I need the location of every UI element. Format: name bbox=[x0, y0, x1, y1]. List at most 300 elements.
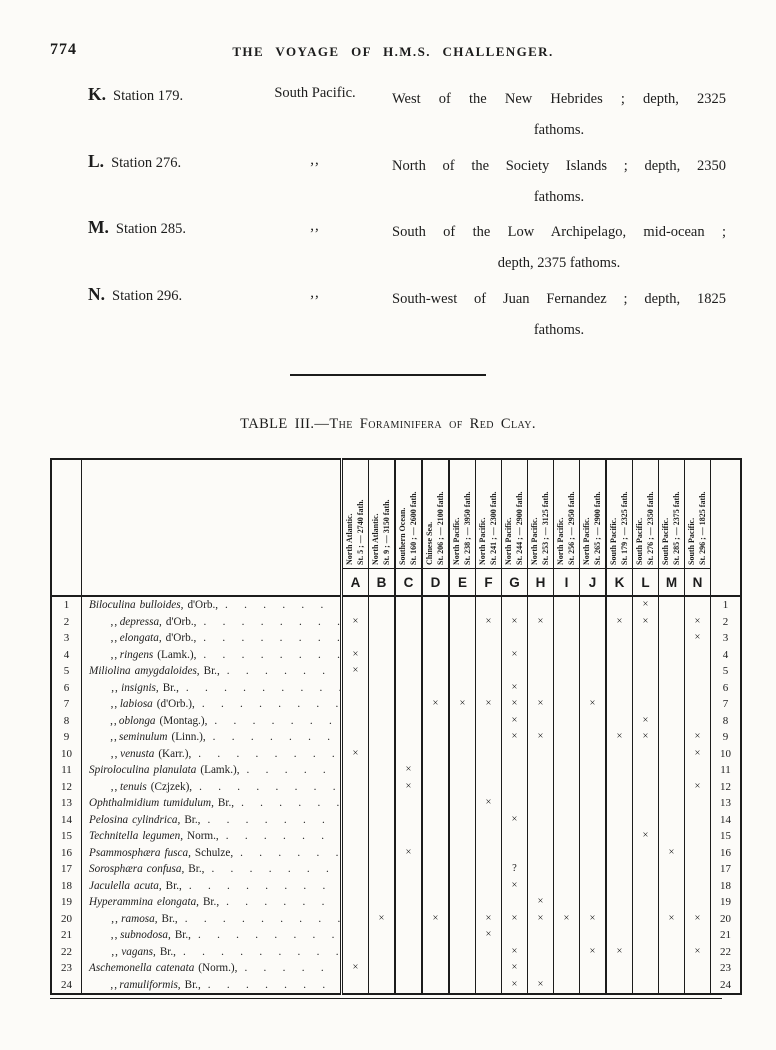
dot-leader bbox=[199, 781, 340, 793]
presence-mark-cell bbox=[633, 894, 659, 911]
ditto-mark: ,, bbox=[110, 615, 119, 628]
presence-mark-cell bbox=[395, 614, 422, 631]
presence-mark-cell bbox=[449, 729, 476, 746]
row-number-right: 6 bbox=[711, 680, 742, 697]
station-column-header bbox=[528, 459, 554, 569]
presence-mark-cell bbox=[395, 944, 422, 961]
species-row bbox=[51, 894, 741, 911]
presence-mark-cell bbox=[685, 845, 711, 862]
presence-mark-cell bbox=[528, 845, 554, 862]
presence-mark-cell bbox=[580, 828, 607, 845]
row-number-right: 13 bbox=[711, 795, 742, 812]
column-region-label: South Pacific. bbox=[608, 517, 618, 565]
row-number-right: 22 bbox=[711, 944, 742, 961]
row-number: 15 bbox=[51, 828, 82, 845]
presence-mark-cell: × bbox=[395, 779, 422, 796]
column-letter: L bbox=[633, 569, 659, 597]
species-name bbox=[82, 929, 340, 941]
presence-mark-cell bbox=[422, 713, 449, 730]
presence-mark-cell bbox=[606, 878, 633, 895]
presence-mark-cell bbox=[659, 960, 685, 977]
presence-mark-cell bbox=[369, 746, 396, 763]
presence-mark-cell bbox=[395, 795, 422, 812]
presence-mark-cell bbox=[528, 960, 554, 977]
station-column-label bbox=[556, 461, 578, 567]
station-column-label bbox=[371, 461, 393, 567]
presence-mark-cell: × bbox=[476, 696, 502, 713]
presence-mark-cell bbox=[502, 795, 528, 812]
station-column-label bbox=[687, 461, 709, 567]
presence-mark-cell bbox=[528, 795, 554, 812]
presence-mark-cell bbox=[659, 746, 685, 763]
presence-mark-cell bbox=[606, 977, 633, 995]
authority: d'Orb., bbox=[187, 599, 219, 612]
row-number: 22 bbox=[51, 944, 82, 961]
presence-mark-cell bbox=[554, 630, 580, 647]
column-letter: H bbox=[528, 569, 554, 597]
species-name bbox=[82, 649, 340, 661]
presence-mark-cell bbox=[342, 894, 369, 911]
presence-mark-cell: × bbox=[528, 729, 554, 746]
presence-mark-cell: × bbox=[580, 696, 607, 713]
presence-mark-cell bbox=[606, 596, 633, 614]
presence-mark-cell bbox=[528, 812, 554, 829]
species-cell bbox=[82, 894, 342, 911]
station-ocean-ditto: ,, bbox=[310, 152, 320, 168]
species-epithet: cylindrica, bbox=[132, 813, 181, 826]
species-cell bbox=[82, 696, 342, 713]
presence-mark-cell: × bbox=[342, 960, 369, 977]
presence-mark-cell bbox=[342, 861, 369, 878]
genus-name: Psammosphæra bbox=[89, 846, 161, 859]
dot-leader bbox=[211, 863, 340, 875]
column-station-depth-label: St. 276 ; — 2350 fath. bbox=[645, 491, 654, 565]
row-number-right: 9 bbox=[711, 729, 742, 746]
presence-mark-cell: × bbox=[502, 614, 528, 631]
presence-mark-cell bbox=[476, 729, 502, 746]
presence-mark-cell bbox=[659, 812, 685, 829]
column-station-depth-label: St. 285 ; — 2375 fath. bbox=[671, 491, 680, 565]
column-letter: G bbox=[502, 569, 528, 597]
species-name bbox=[82, 715, 340, 727]
ditto-mark: ,, bbox=[110, 648, 119, 661]
presence-mark-cell bbox=[342, 944, 369, 961]
presence-mark-cell bbox=[369, 828, 396, 845]
station-description bbox=[392, 217, 726, 279]
presence-mark-cell bbox=[528, 663, 554, 680]
station-description-line1: North of the Society Islands ; depth, 2350 bbox=[392, 158, 726, 174]
species-name bbox=[82, 830, 340, 842]
species-name bbox=[82, 863, 340, 875]
presence-mark-cell bbox=[580, 927, 607, 944]
presence-mark-cell bbox=[449, 944, 476, 961]
presence-mark-cell bbox=[449, 977, 476, 995]
presence-mark-cell bbox=[369, 812, 396, 829]
authority: Br., bbox=[159, 945, 176, 958]
presence-mark-cell bbox=[685, 596, 711, 614]
presence-mark-cell: × bbox=[395, 762, 422, 779]
dot-leader bbox=[240, 847, 340, 859]
row-number: 24 bbox=[51, 977, 82, 995]
species-row bbox=[51, 861, 741, 878]
presence-mark-cell bbox=[422, 828, 449, 845]
row-number: 16 bbox=[51, 845, 82, 862]
table-title: TABLE III.—The Foraminifera of Red Clay. bbox=[240, 416, 536, 432]
presence-mark-cell bbox=[369, 680, 396, 697]
presence-mark-cell bbox=[528, 828, 554, 845]
presence-mark-cell bbox=[395, 927, 422, 944]
dot-leader bbox=[226, 896, 340, 908]
row-number: 7 bbox=[51, 696, 82, 713]
presence-mark-cell bbox=[554, 795, 580, 812]
species-row bbox=[51, 828, 741, 845]
presence-mark-cell: × bbox=[528, 911, 554, 928]
species-row bbox=[51, 630, 741, 647]
presence-mark-cell bbox=[554, 713, 580, 730]
presence-mark-cell bbox=[502, 927, 528, 944]
presence-mark-cell bbox=[476, 828, 502, 845]
presence-mark-cell: × bbox=[685, 911, 711, 928]
station-column-label bbox=[504, 461, 526, 567]
presence-mark-cell: × bbox=[685, 746, 711, 763]
species-cell bbox=[82, 812, 342, 829]
species-epithet: depressa, bbox=[119, 615, 162, 628]
presence-mark-cell bbox=[449, 795, 476, 812]
presence-mark-cell bbox=[449, 630, 476, 647]
station-column-header bbox=[449, 459, 476, 569]
column-region-label: South Pacific. bbox=[686, 517, 696, 565]
presence-mark-cell bbox=[606, 845, 633, 862]
species-epithet: tumidulum, bbox=[163, 797, 214, 810]
presence-mark-cell bbox=[422, 614, 449, 631]
presence-mark-cell bbox=[580, 729, 607, 746]
authority: Br., bbox=[174, 929, 191, 942]
column-station-depth-label: St. 241 ; — 2300 fath. bbox=[488, 491, 497, 565]
species-name bbox=[82, 682, 340, 694]
presence-mark-cell bbox=[554, 596, 580, 614]
species-cell bbox=[82, 596, 342, 614]
presence-mark-cell bbox=[606, 779, 633, 796]
presence-mark-cell bbox=[606, 746, 633, 763]
presence-mark-cell bbox=[342, 779, 369, 796]
species-name bbox=[82, 616, 340, 628]
row-number-right: 24 bbox=[711, 977, 742, 995]
presence-mark-cell: × bbox=[502, 878, 528, 895]
dot-leader bbox=[207, 814, 340, 826]
presence-mark-cell bbox=[606, 812, 633, 829]
presence-mark-cell: × bbox=[633, 828, 659, 845]
column-station-depth-label: St. 5 ; — 2740 fath. bbox=[355, 499, 364, 565]
presence-mark-cell bbox=[580, 894, 607, 911]
presence-mark-cell bbox=[659, 663, 685, 680]
species-name bbox=[82, 632, 340, 644]
presence-mark-cell: × bbox=[685, 944, 711, 961]
presence-mark-cell bbox=[502, 630, 528, 647]
station-letter: N. bbox=[88, 284, 106, 304]
presence-mark-cell bbox=[476, 878, 502, 895]
presence-mark-cell: × bbox=[685, 779, 711, 796]
presence-mark-cell bbox=[685, 713, 711, 730]
authority: (Montag.), bbox=[159, 714, 208, 727]
row-number-right: 20 bbox=[711, 911, 742, 928]
row-number: 4 bbox=[51, 647, 82, 664]
column-letter: J bbox=[580, 569, 607, 597]
column-letter: D bbox=[422, 569, 449, 597]
presence-mark-cell bbox=[422, 812, 449, 829]
species-row bbox=[51, 746, 741, 763]
station-entry-k bbox=[88, 84, 726, 148]
ditto-mark: ,, bbox=[110, 714, 118, 727]
presence-mark-cell bbox=[685, 977, 711, 995]
species-name bbox=[82, 797, 340, 809]
presence-mark-cell bbox=[502, 762, 528, 779]
species-epithet: bulloides, bbox=[139, 599, 184, 612]
species-row bbox=[51, 762, 741, 779]
presence-mark-cell bbox=[369, 927, 396, 944]
presence-mark-cell: × bbox=[659, 845, 685, 862]
column-station-depth-label: St. 265 ; — 2900 fath. bbox=[592, 491, 601, 565]
presence-mark-cell bbox=[659, 647, 685, 664]
authority: Br., bbox=[161, 912, 178, 925]
presence-mark-cell bbox=[422, 977, 449, 995]
presence-mark-cell bbox=[659, 927, 685, 944]
presence-mark-cell bbox=[449, 845, 476, 862]
ditto-mark: ,, bbox=[111, 912, 119, 925]
presence-mark-cell bbox=[395, 713, 422, 730]
presence-mark-cell bbox=[449, 647, 476, 664]
species-name bbox=[82, 962, 340, 974]
presence-mark-cell bbox=[685, 960, 711, 977]
station-number: Station 179. bbox=[113, 88, 184, 104]
presence-mark-cell bbox=[528, 944, 554, 961]
presence-mark-cell: × bbox=[554, 911, 580, 928]
species-cell bbox=[82, 845, 342, 862]
species-name bbox=[82, 814, 340, 826]
presence-mark-cell bbox=[395, 894, 422, 911]
presence-mark-cell bbox=[580, 977, 607, 995]
species-cell bbox=[82, 861, 342, 878]
presence-mark-cell bbox=[476, 647, 502, 664]
presence-mark-cell bbox=[633, 779, 659, 796]
station-column-header bbox=[476, 459, 502, 569]
presence-mark-cell bbox=[633, 663, 659, 680]
presence-mark-cell bbox=[369, 845, 396, 862]
species-name bbox=[82, 698, 340, 710]
species-epithet: insignis, bbox=[121, 681, 159, 694]
station-column-label bbox=[478, 461, 500, 567]
station-column-header bbox=[659, 459, 685, 569]
presence-mark-cell: × bbox=[606, 729, 633, 746]
presence-mark-cell bbox=[369, 894, 396, 911]
dot-leader bbox=[226, 830, 340, 842]
presence-mark-cell bbox=[633, 696, 659, 713]
presence-mark-cell bbox=[580, 878, 607, 895]
presence-mark-cell: × bbox=[633, 729, 659, 746]
presence-mark-cell bbox=[659, 696, 685, 713]
species-cell bbox=[82, 647, 342, 664]
species-epithet: subnodosa, bbox=[120, 929, 171, 942]
presence-mark-cell bbox=[580, 812, 607, 829]
species-cell bbox=[82, 729, 342, 746]
dot-leader bbox=[202, 698, 340, 710]
presence-mark-cell bbox=[449, 762, 476, 779]
species-epithet: catenata bbox=[155, 962, 195, 975]
presence-mark-cell bbox=[685, 828, 711, 845]
species-epithet: acuta, bbox=[134, 879, 162, 892]
presence-mark-cell bbox=[342, 630, 369, 647]
row-number-right: 3 bbox=[711, 630, 742, 647]
species-cell bbox=[82, 614, 342, 631]
presence-mark-cell bbox=[449, 861, 476, 878]
presence-mark-cell: × bbox=[659, 911, 685, 928]
presence-mark-cell bbox=[606, 713, 633, 730]
presence-mark-cell bbox=[422, 680, 449, 697]
presence-mark-cell bbox=[554, 944, 580, 961]
presence-mark-cell bbox=[633, 746, 659, 763]
species-name bbox=[82, 880, 340, 892]
presence-mark-cell bbox=[395, 746, 422, 763]
presence-mark-cell bbox=[580, 779, 607, 796]
authority: Br., bbox=[184, 813, 201, 826]
species-epithet: ramuliformis, bbox=[119, 978, 181, 991]
station-ocean-ditto: ,, bbox=[310, 285, 320, 301]
presence-mark-cell bbox=[580, 746, 607, 763]
presence-mark-cell bbox=[342, 977, 369, 995]
presence-mark-cell bbox=[449, 927, 476, 944]
authority: Br., bbox=[203, 665, 220, 678]
presence-mark-cell bbox=[422, 779, 449, 796]
species-name bbox=[82, 847, 340, 859]
station-column-label bbox=[398, 461, 420, 567]
presence-mark-cell bbox=[342, 812, 369, 829]
presence-mark-cell bbox=[606, 894, 633, 911]
presence-mark-cell bbox=[342, 911, 369, 928]
presence-mark-cell bbox=[502, 828, 528, 845]
presence-mark-cell bbox=[369, 977, 396, 995]
station-description-line1: South-west of Juan Fernandez ; depth, 1825 bbox=[392, 291, 726, 307]
presence-mark-cell: × bbox=[580, 911, 607, 928]
station-column-header bbox=[554, 459, 580, 569]
authority: d'Orb., bbox=[165, 615, 197, 628]
station-column-header bbox=[395, 459, 422, 569]
presence-mark-cell bbox=[449, 779, 476, 796]
presence-mark-cell bbox=[633, 927, 659, 944]
species-epithet: vagans, bbox=[121, 945, 156, 958]
presence-mark-cell: × bbox=[580, 944, 607, 961]
species-epithet: ringens bbox=[119, 648, 154, 661]
presence-mark-cell bbox=[554, 878, 580, 895]
species-name bbox=[82, 896, 340, 908]
dot-leader bbox=[198, 748, 340, 760]
station-column-label bbox=[530, 461, 552, 567]
presence-mark-cell bbox=[580, 762, 607, 779]
presence-mark-cell bbox=[422, 960, 449, 977]
ditto-mark: ,, bbox=[110, 929, 119, 942]
presence-mark-cell: × bbox=[606, 614, 633, 631]
presence-mark-cell bbox=[369, 647, 396, 664]
species-row bbox=[51, 944, 741, 961]
presence-mark-cell bbox=[633, 630, 659, 647]
presence-mark-cell bbox=[476, 944, 502, 961]
row-number-right: 23 bbox=[711, 960, 742, 977]
presence-mark-cell: × bbox=[685, 729, 711, 746]
presence-mark-cell bbox=[659, 614, 685, 631]
presence-mark-cell: × bbox=[395, 845, 422, 862]
presence-mark-cell bbox=[554, 746, 580, 763]
presence-mark-cell bbox=[422, 927, 449, 944]
presence-mark-cell: × bbox=[502, 812, 528, 829]
row-number: 20 bbox=[51, 911, 82, 928]
authority: (Karr.), bbox=[158, 747, 192, 760]
presence-mark-cell bbox=[395, 647, 422, 664]
dot-leader bbox=[186, 682, 340, 694]
presence-mark-cell bbox=[369, 614, 396, 631]
presence-mark-cell bbox=[659, 894, 685, 911]
presence-mark-cell bbox=[476, 713, 502, 730]
presence-mark-cell bbox=[369, 795, 396, 812]
presence-mark-cell bbox=[580, 614, 607, 631]
presence-mark-cell bbox=[685, 762, 711, 779]
presence-mark-cell bbox=[659, 680, 685, 697]
species-epithet: fusca, bbox=[164, 846, 191, 859]
station-entry-n bbox=[88, 284, 726, 348]
station-column-label bbox=[452, 461, 474, 567]
station-column-header bbox=[342, 459, 369, 569]
genus-name: Sorosphæra bbox=[89, 863, 143, 876]
presence-mark-cell: × bbox=[476, 795, 502, 812]
station-description-line2: fathoms. bbox=[533, 189, 585, 205]
presence-mark-cell bbox=[659, 729, 685, 746]
row-number-right: 14 bbox=[711, 812, 742, 829]
row-number-right: 16 bbox=[711, 845, 742, 862]
presence-mark-cell: × bbox=[449, 696, 476, 713]
species-name bbox=[82, 946, 340, 958]
presence-mark-cell: × bbox=[502, 977, 528, 995]
dot-leader bbox=[203, 616, 340, 628]
presence-mark-cell bbox=[580, 960, 607, 977]
station-description-line2: fathoms. bbox=[533, 122, 585, 138]
station-column-header bbox=[422, 459, 449, 569]
presence-mark-cell bbox=[342, 680, 369, 697]
presence-mark-cell bbox=[633, 812, 659, 829]
column-region-label: North Pacific. bbox=[451, 517, 461, 565]
station-column-header bbox=[633, 459, 659, 569]
column-region-label: Chinese Sea. bbox=[424, 521, 434, 565]
presence-mark-cell bbox=[685, 894, 711, 911]
column-station-depth-label: St. 296 ; — 1825 fath. bbox=[697, 491, 706, 565]
presence-mark-cell bbox=[606, 795, 633, 812]
presence-mark-cell bbox=[449, 960, 476, 977]
presence-mark-cell bbox=[554, 614, 580, 631]
column-station-depth-label: St. 9 ; — 3150 fath. bbox=[381, 499, 390, 565]
station-column-label bbox=[635, 461, 657, 567]
authority: d'Orb., bbox=[165, 632, 197, 645]
presence-mark-cell bbox=[554, 647, 580, 664]
genus-name: Hyperammina bbox=[89, 896, 154, 909]
column-letter: I bbox=[554, 569, 580, 597]
presence-mark-cell bbox=[342, 696, 369, 713]
station-column-header bbox=[580, 459, 607, 569]
column-region-label: North Pacific. bbox=[477, 517, 487, 565]
presence-mark-cell bbox=[422, 795, 449, 812]
row-number-right: 21 bbox=[711, 927, 742, 944]
presence-mark-cell bbox=[606, 927, 633, 944]
species-cell bbox=[82, 663, 342, 680]
station-column-header bbox=[685, 459, 711, 569]
dot-leader bbox=[247, 764, 340, 776]
presence-mark-cell bbox=[342, 713, 369, 730]
presence-mark-cell bbox=[554, 779, 580, 796]
